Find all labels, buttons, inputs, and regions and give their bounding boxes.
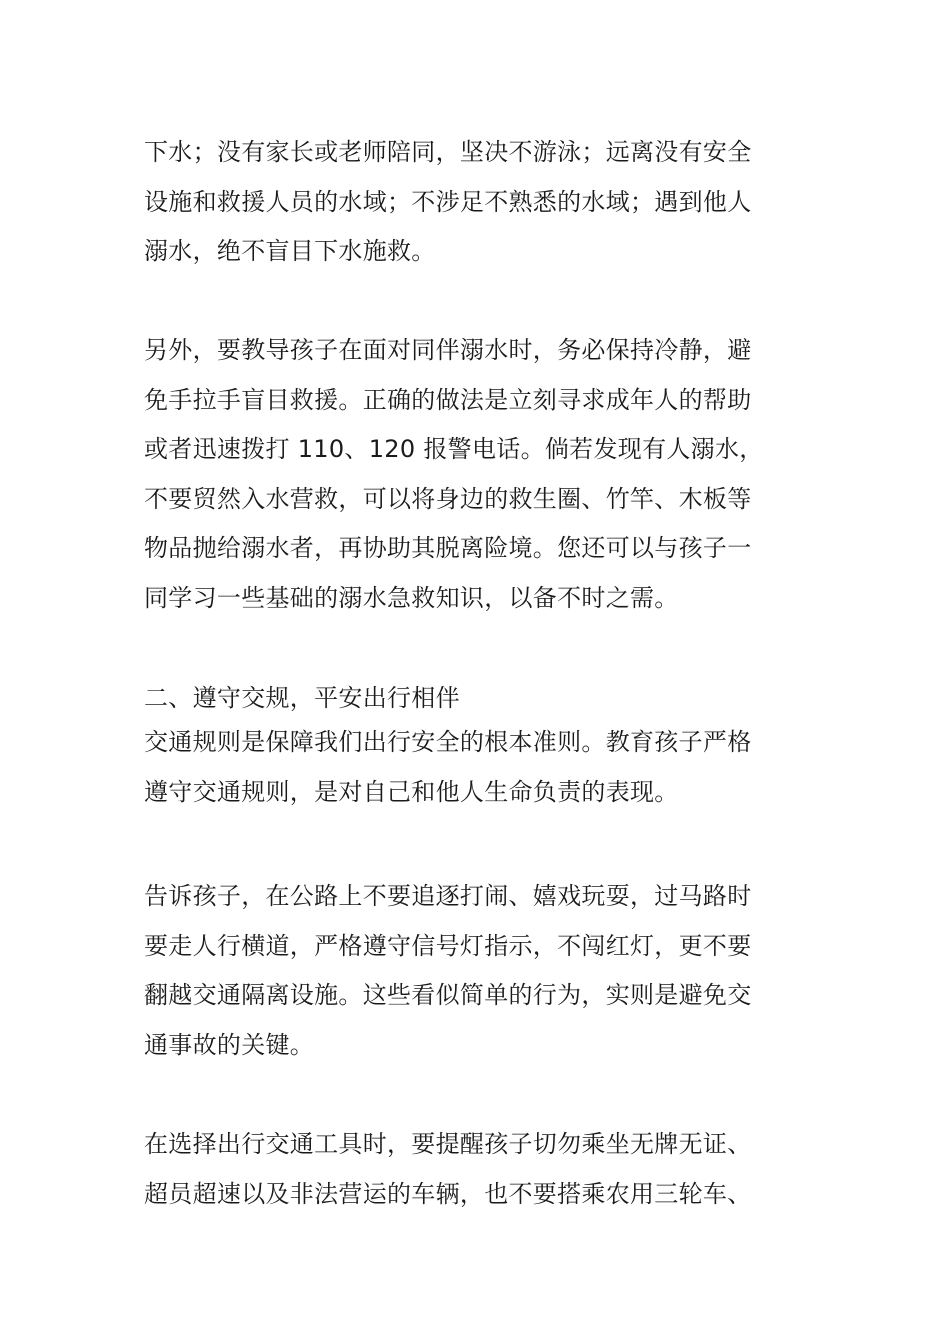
text-line: 告诉孩子，在公路上不要追逐打闹、嬉戏玩耍，过马路时 <box>144 882 752 910</box>
text-line: 要走人行横道，严格遵守信号灯指示，不闯红灯，更不要 <box>144 931 752 960</box>
paragraph-vehicle-choice <box>144 1120 814 1219</box>
section-traffic-rules <box>144 678 814 817</box>
paragraph-water-safety-rules <box>144 128 814 277</box>
text-line: 溺水，绝不盲目下水施救。 <box>144 237 436 265</box>
text-line: 设施和救援人员的水域；不涉足不熟悉的水域；遇到他人 <box>144 187 752 216</box>
text-line: 物品抛给溺水者，再协助其脱离险境。您还可以与孩子一 <box>144 534 752 562</box>
text-line: 遵守交通规则，是对自己和他人生命负责的表现。 <box>144 777 679 806</box>
paragraph-road-behavior <box>144 872 814 1070</box>
text-line: 同学习一些基础的溺水急救知识，以备不时之需。 <box>144 583 679 612</box>
section-heading: 二、遵守交规，平安出行相伴 <box>144 684 460 712</box>
text-line: 通事故的关键。 <box>144 1030 315 1059</box>
text-line: 不要贸然入水营救，可以将身边的救生圈、竹竿、木板等 <box>144 484 752 513</box>
text-line: 下水；没有家长或老师陪同，坚决不游泳；远离没有安全 <box>144 138 752 166</box>
text-line: 或者迅速拨打 110、120 报警电话。倘若发现有人溺水， <box>144 435 764 463</box>
text-line: 超员超速以及非法营运的车辆，也不要搭乘农用三轮车、 <box>144 1179 752 1208</box>
text-line: 另外，要教导孩子在面对同伴溺水时，务必保持冷静，避 <box>144 336 752 364</box>
text-line: 交通规则是保障我们出行安全的根本准则。教育孩子严格 <box>144 728 752 756</box>
text-line: 在选择出行交通工具时，要提醒孩子切勿乘坐无牌无证、 <box>144 1130 752 1158</box>
paragraph-drowning-rescue <box>144 326 814 623</box>
text-line: 免手拉手盲目救援。正确的做法是立刻寻求成年人的帮助 <box>144 385 752 414</box>
text-line: 翻越交通隔离设施。这些看似简单的行为，实则是避免交 <box>144 981 752 1009</box>
